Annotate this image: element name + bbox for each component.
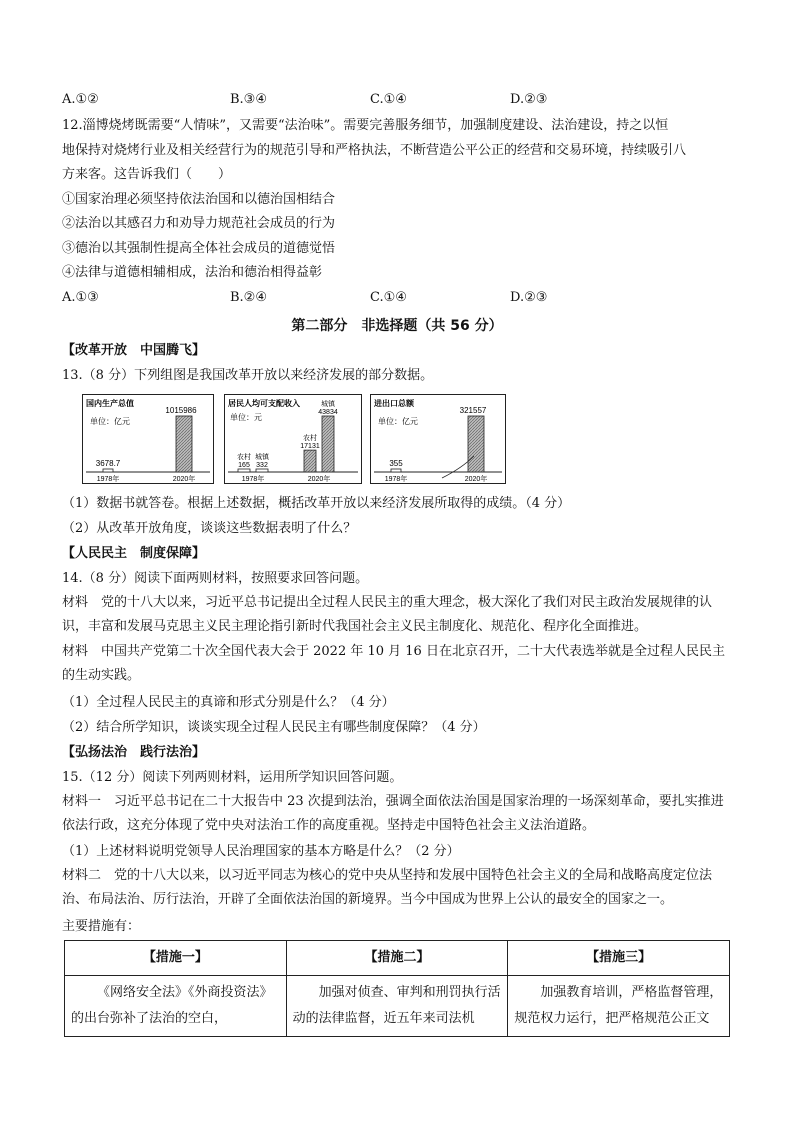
trade-xlabel-1: 1978年 — [384, 476, 408, 483]
gdp-xlabel-2: 2020年 — [172, 476, 196, 483]
measure-1-text: 《网络安全法》《外商投资法》的出台弥补了法治的空白， — [65, 976, 287, 1037]
income-value-2-1: 17131 — [300, 443, 320, 451]
q11-option-c[interactable]: C.①④ — [370, 92, 407, 107]
chart-trade-svg — [370, 394, 506, 484]
income-series-label-1-2: 城镇 — [255, 454, 269, 461]
q15-material-1: 材料一 习近平总书记在二十大报告中 23 次提到法治，强调全面依法治国是国家治理的一场深刻革命，要扎实推进依法行政，这充分体现了党中央对法治工作的高度重视。坚持走中国特色社会主义法治道路。 — [62, 794, 724, 833]
chart-income — [224, 394, 362, 486]
trade-unit: 单位：亿元 — [378, 417, 418, 426]
q14-stem: 14.（8 分）阅读下面两则材料，按照要求回答问题。 — [62, 571, 369, 586]
chart-gdp-svg — [82, 394, 214, 484]
income-value-2-2: 43834 — [318, 409, 338, 416]
q12-option-d[interactable]: D.②③ — [510, 290, 548, 305]
q12-statement-2: ②法治以其感召力和劝导力规范社会成员的行为 — [62, 216, 336, 231]
chart-income-svg — [224, 394, 362, 484]
income-bar-2-1 — [304, 450, 316, 472]
gdp-value-1: 3678.7 — [95, 459, 121, 468]
income-xlabel-2: 2020年 — [307, 476, 331, 483]
q14-sub1: （1）全过程人民民主的真谛和形式分别是什么？（4 分） — [62, 695, 395, 710]
trade-value-2: 321557 — [459, 406, 487, 415]
measure-3-text: 加强教育培训，严格监督管理，规范权力运行，把严格规范公正文 — [508, 976, 730, 1037]
q12-statement-1: ①国家治理必须坚持依法治国和以德治国相结合 — [62, 192, 336, 207]
income-title: 居民人均可支配收入 — [228, 399, 300, 408]
gdp-bar-2 — [176, 416, 192, 472]
trade-bar-1 — [391, 469, 401, 472]
trade-title: 进出口总额 — [374, 399, 414, 408]
q12-stem-line-1: 12.淄博烧烤既需要“人情味”，又需要“法治味”。需要完善服务细节，加强制度建设、法治建设，持之以恒 — [62, 118, 669, 133]
section-reform-heading: 【改革开放 中国腾飞】 — [62, 343, 206, 358]
gdp-title: 国内生产总值 — [86, 399, 134, 408]
measure-3-title: 【措施三】 — [508, 941, 730, 976]
q11-options — [62, 92, 662, 110]
q13-stem: 13.（8 分）下列组图是我国改革开放以来经济发展的部分数据。 — [62, 368, 434, 383]
gdp-unit: 单位：亿元 — [90, 417, 130, 426]
q12-stem-line-3: 方来客。这告诉我们（ ） — [62, 167, 232, 182]
q11-option-b[interactable]: B.③④ — [230, 92, 267, 107]
income-xlabel-1: 1978年 — [241, 476, 265, 483]
trade-value-1: 355 — [389, 459, 403, 468]
q11-option-d[interactable]: D.②③ — [510, 92, 548, 107]
q12-options — [62, 290, 662, 308]
q15-measures-label: 主要措施有： — [62, 919, 141, 934]
measure-1-title: 【措施一】 — [65, 941, 287, 976]
gdp-value-2: 1015986 — [165, 406, 197, 415]
income-bar-2-2 — [322, 416, 334, 472]
q11-option-a[interactable]: A.①② — [62, 92, 99, 107]
measures-table — [64, 940, 730, 1037]
q13-sub1: （1）数据书就答卷。根据上述数据，概括改革开放以来经济发展所取得的成绩。（4 分） — [62, 496, 571, 511]
trade-xlabel-2: 2020年 — [464, 476, 488, 483]
section-rule-of-law-heading: 【弘扬法治 践行法治】 — [62, 745, 206, 760]
q12-statement-4: ④法律与道德相辅相成，法治和德治相得益彰 — [62, 265, 323, 280]
q15-sub1: （1）上述材料说明党领导人民治理国家的基本方略是什么？（2 分） — [62, 844, 460, 859]
q12-stem-line-2: 地保持对烧烤行业及相关经营行为的规范引导和严格执法，不断营造公平公正的经营和交易环境，持续吸引八 — [62, 143, 687, 158]
q12-option-b[interactable]: B.②④ — [230, 290, 267, 305]
income-series-label-2-2: 城镇 — [321, 401, 335, 408]
measure-2-title: 【措施二】 — [286, 941, 508, 976]
q12-option-c[interactable]: C.①④ — [370, 290, 407, 305]
part2-title: 第二部分 非选择题（共 56 分） — [291, 318, 503, 334]
gdp-bar-1 — [103, 469, 113, 472]
gdp-xlabel-1: 1978年 — [96, 476, 120, 483]
income-bar-1-1 — [238, 469, 250, 472]
q12-statement-3: ③德治以其强制性提高全体社会成员的道德觉悟 — [62, 241, 336, 256]
section-democracy-heading: 【人民民主 制度保障】 — [62, 546, 206, 561]
chart-gdp — [82, 394, 214, 486]
measure-2-text: 加强对侦查、审判和刑罚执行活动的法律监督，近五年来司法机 — [286, 976, 508, 1037]
income-unit: 单位：元 — [230, 413, 262, 422]
q12-option-a[interactable]: A.①③ — [62, 290, 99, 305]
income-bar-1-2 — [256, 469, 268, 472]
income-value-1-2: 332 — [256, 462, 268, 469]
q15-material-2: 材料二 党的十八大以来，以习近平同志为核心的党中央从坚持和发展中国特色社会主义的全局和战略高度定位法治、布局法治、厉行法治，开辟了全面依法治国的新境界。当今中国成为世界上公认的最安全的国家之一。 — [62, 868, 713, 907]
chart-trade — [370, 394, 506, 486]
q14-material-1: 材料 党的十八大以来，习近平总书记提出全过程人民民主的重大理念，极大深化了我们对民主政治发展规律的认识，丰富和发展马克思主义民主理论指引新时代我国社会主义民主制度化、规范化、程序化全面推进。 — [62, 595, 713, 634]
income-value-1-1: 165 — [238, 462, 250, 469]
q13-sub2: （2）从改革开放角度，谈谈这些数据表明了什么？ — [62, 521, 357, 536]
income-series-label-1-1: 农村 — [237, 454, 251, 461]
trade-bar-2 — [468, 416, 484, 472]
q14-sub2: （2）结合所学知识，谈谈实现全过程人民民主有哪些制度保障？（4 分） — [62, 720, 486, 735]
q15-stem: 15.（12 分）阅读下列两则材料，运用所学知识回答问题。 — [62, 770, 403, 785]
income-series-label-2-1: 农村 — [303, 435, 317, 443]
q14-material-2: 材料 中国共产党第二十次全国代表大会于 2022 年 10 月 16 日在北京召开，二十大代表选举就是全过程人民民主的生动实践。 — [62, 644, 725, 683]
